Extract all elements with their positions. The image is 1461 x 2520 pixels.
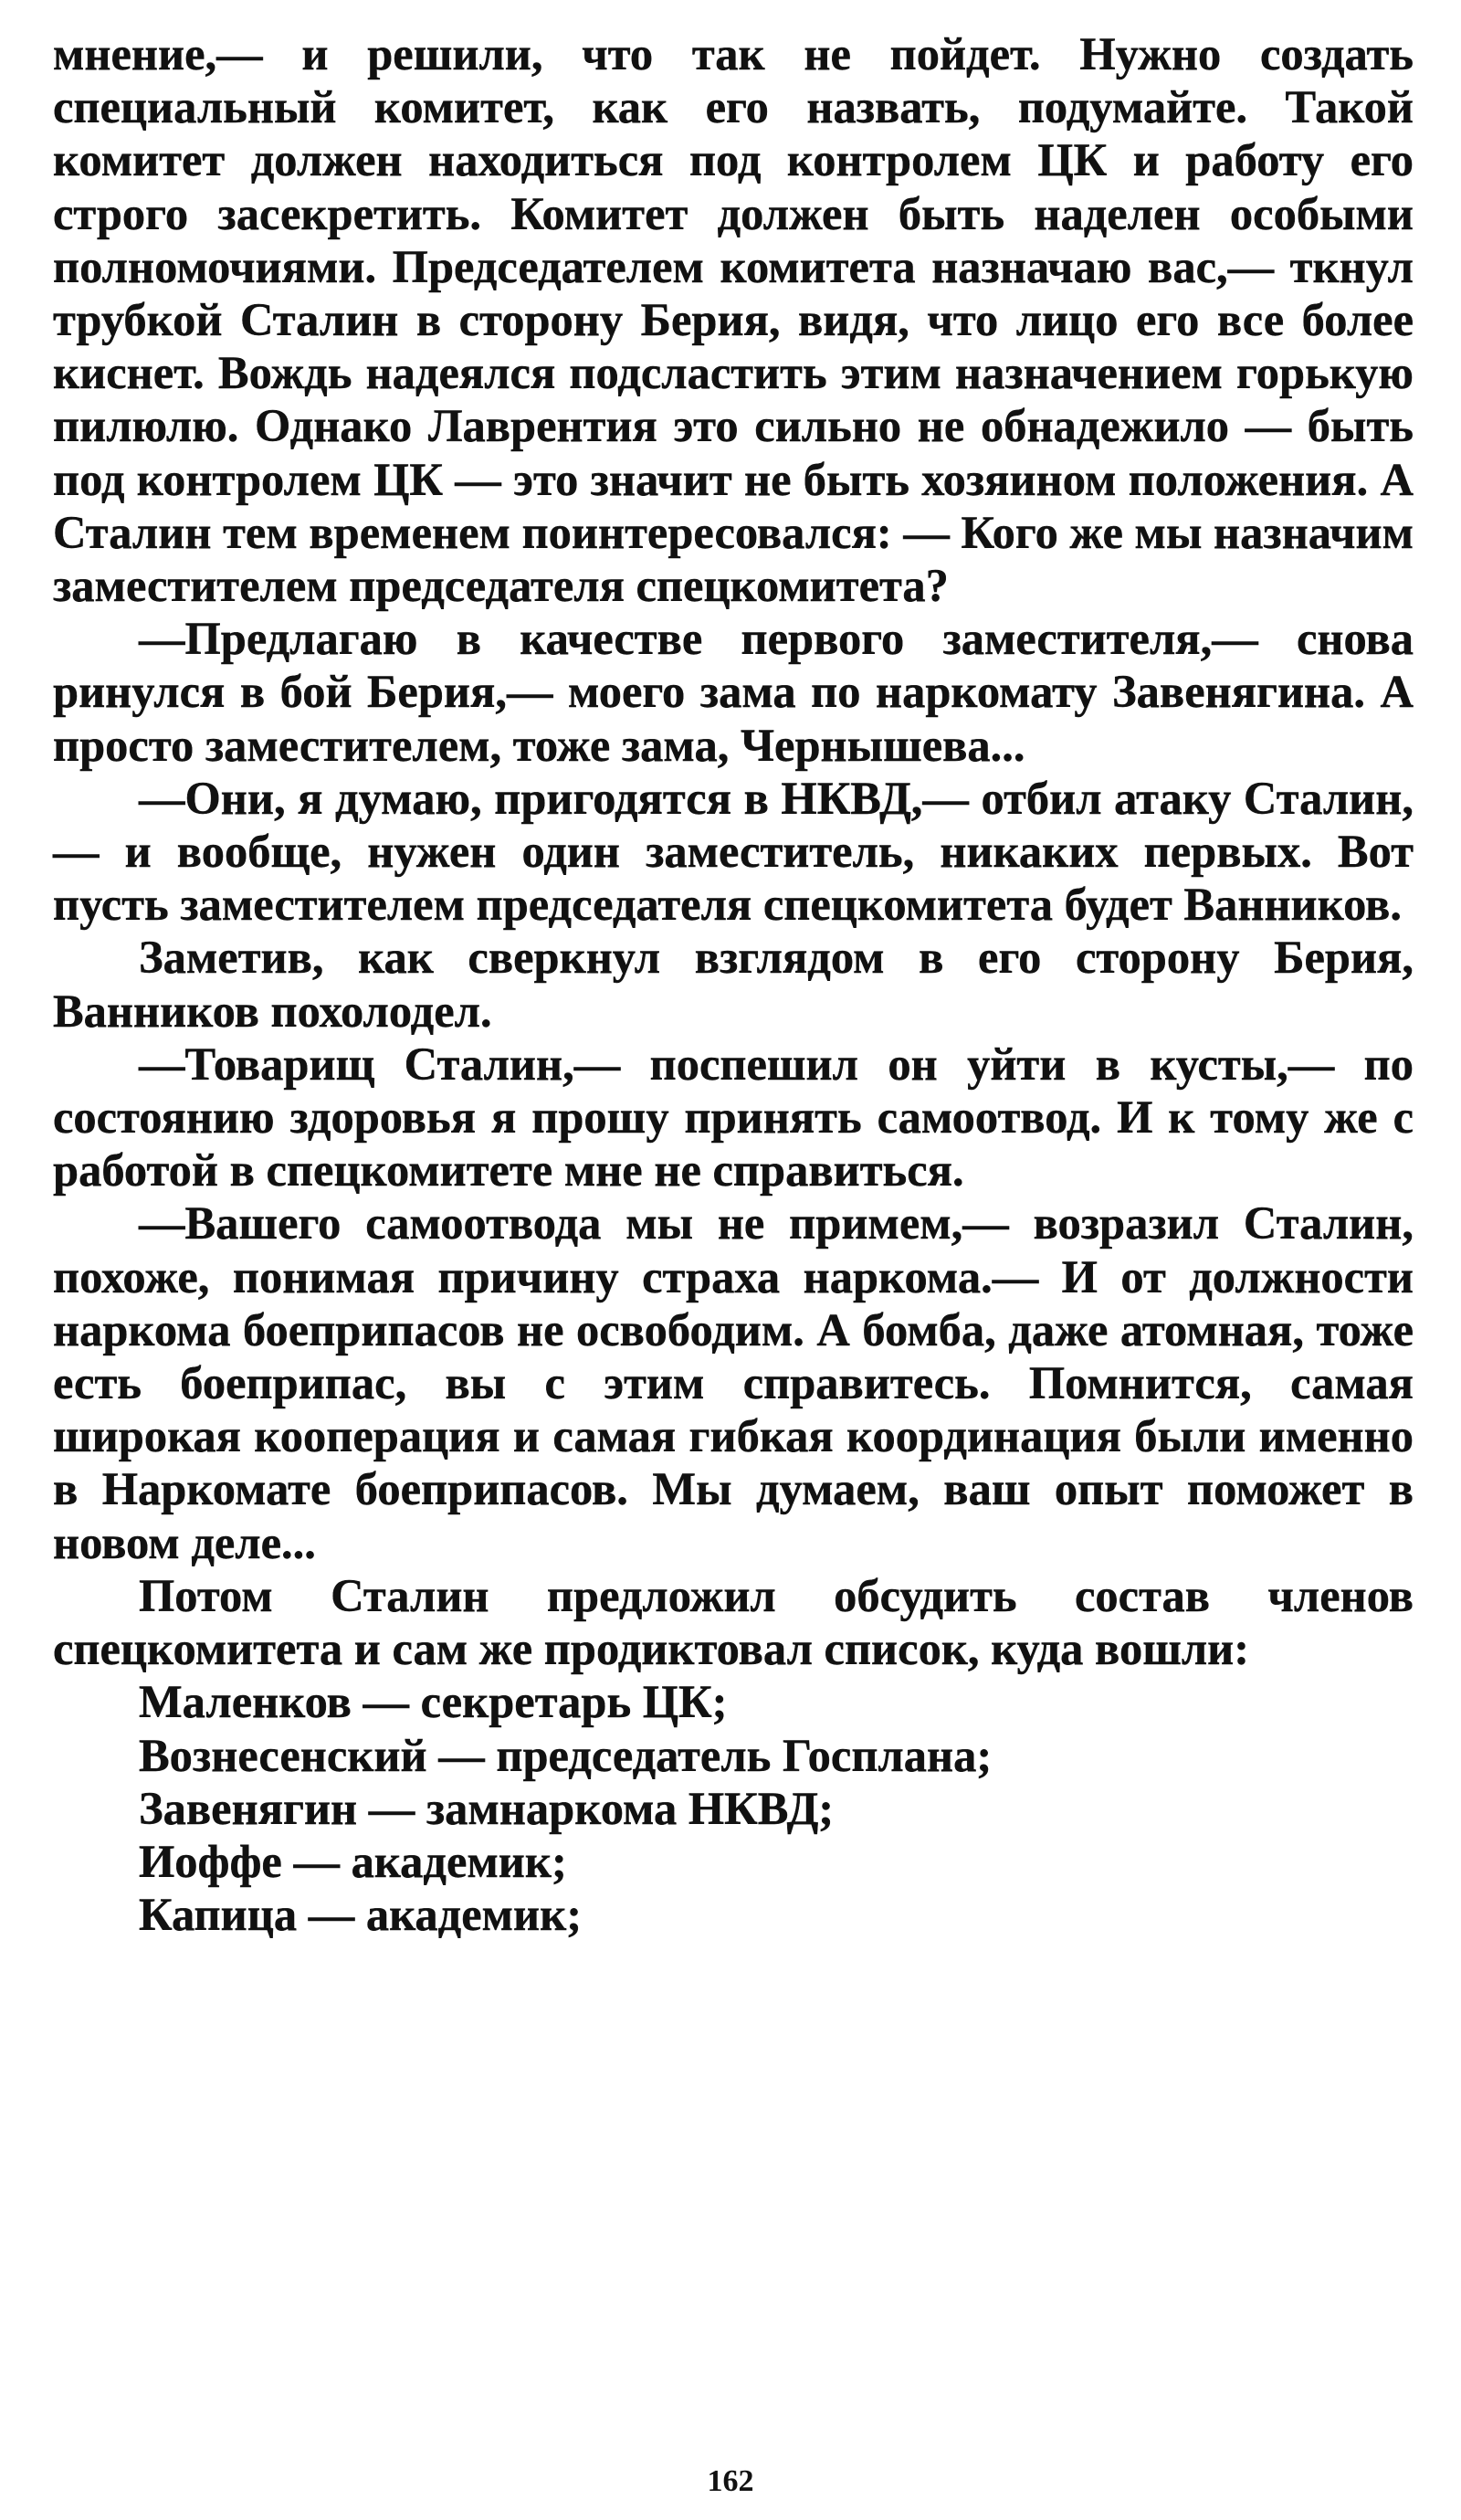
list-item: Иоффе — академик; [139,1835,567,1887]
committee-members-list [53,1675,1414,1941]
paragraph-members-intro: Потом Сталин предложил обсудить состав членов спецкомитета и сам же продиктовал список, куда вошли: [53,1569,1414,1675]
list-item: Вознесенский — председатель Госплана; [139,1729,993,1781]
list-item: Маленков — секретарь ЦК; [139,1676,728,1728]
paragraph-vannikov-refusal: —Товарищ Сталин,— поспешил он уйти в кусты,— по состоянию здоровья я прошу принять самоотвод. И к тому же с работой в спецкомитете мне не справиться. [53,1038,1414,1197]
list-item: Капица — академик; [139,1889,583,1941]
paragraph-committee-intro: мнение,— и решили, что так не пойдет. Нужно создать специальный комитет, как его назвать, подумайте. Такой комитет должен находиться под контролем ЦК и работу его строго засекретить. Комитет должен быть наделен особыми полномочиями. Председателем комитета назначаю вас,— ткнул трубкой Сталин в сторону Берия, видя, что лицо его все более киснет. Вождь надеялся подсластить этим назначением горькую пилюлю. Однако Лаврентия это сильно не обнадежило — быть под контролем ЦК — это значит не быть хозяином положения. А Сталин тем временем поинтересовался: — Кого же мы назначим заместителем председателя спецкомитета? [53,28,1414,612]
book-page [53,27,1414,1941]
paragraph-stalin-rejects: —Вашего самоотвода мы не примем,— возразил Сталин, похоже, понимая причину страха наркома.— И от должности наркома боеприпасов не освободим. А бомба, даже атомная, тоже есть боеприпас, вы с этим справитесь. Помнится, самая широкая кооперация и самая гибкая координация были именно в Наркомате боеприпасов. Мы думаем, ваш опыт поможет в новом деле... [53,1197,1414,1568]
list-item: Завенягин — замнаркома НКВД; [139,1782,835,1834]
paragraph-beria-proposal: —Предлагаю в качестве первого заместителя,— снова ринулся в бой Берия,— моего зама по наркомату Завенягина. А просто заместителем, тоже зама, Чернышева... [53,613,1414,771]
paragraph-stalin-reply: —Они, я думаю, пригодятся в НКВД,— отбил атаку Сталин,— и вообще, нужен один заместитель, никаких первых. Вот пусть заместителем председателя спецкомитета будет Ванников. [53,772,1414,931]
page-number: 162 [707,2464,754,2498]
paragraph-vannikov-reaction: Заметив, как сверкнул взглядом в его сторону Берия, Ванников похолодел. [53,932,1414,1037]
